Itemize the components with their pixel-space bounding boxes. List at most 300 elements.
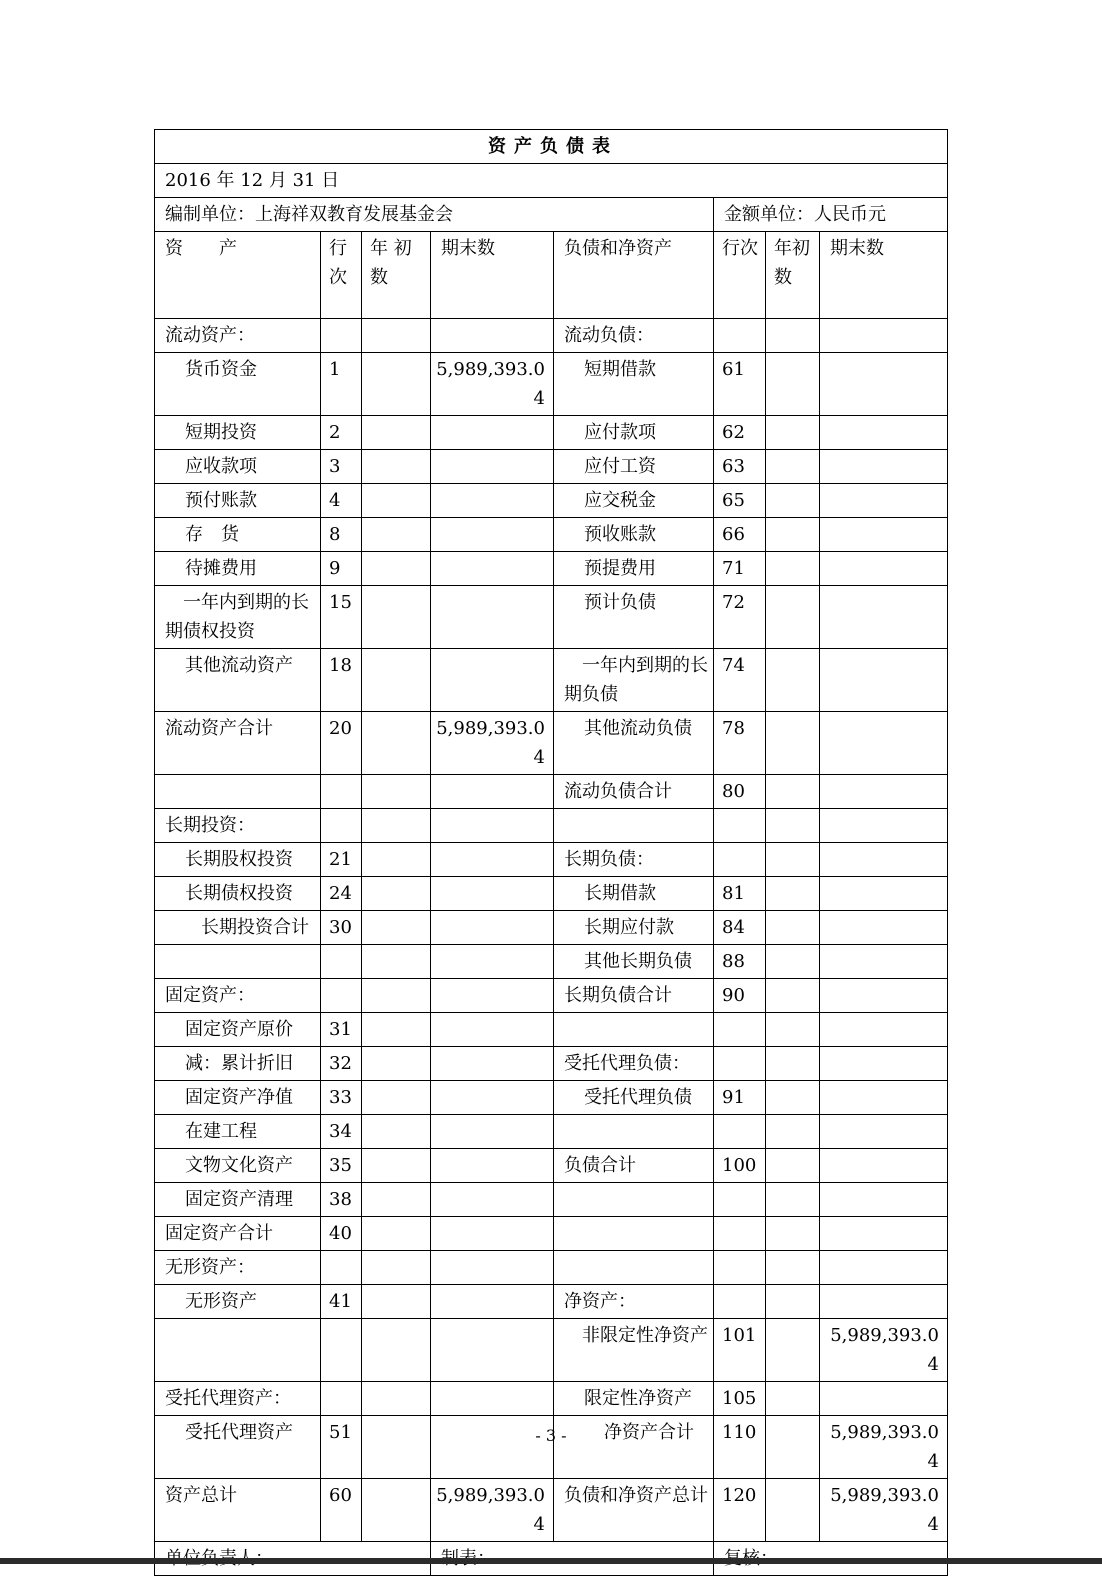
asset-end-value bbox=[431, 552, 554, 586]
table-row bbox=[155, 775, 948, 809]
liability-line-no bbox=[714, 1047, 766, 1081]
asset-item bbox=[155, 649, 321, 712]
liability-end-value bbox=[820, 877, 948, 911]
asset-item-text: 短期投资 bbox=[185, 422, 257, 443]
liability-line-no: 81 bbox=[714, 877, 766, 911]
liability-line-no: 74 bbox=[714, 649, 766, 712]
asset-begin-value bbox=[362, 911, 431, 945]
liability-line-no bbox=[714, 319, 766, 353]
asset-line-no: 41 bbox=[321, 1285, 362, 1319]
liability-item bbox=[554, 1416, 714, 1479]
table-row bbox=[155, 586, 948, 649]
page-number: - 3 - bbox=[535, 1426, 567, 1445]
liability-item-text: 净资产合计 bbox=[604, 1422, 694, 1443]
liability-item-text: 预提费用 bbox=[584, 558, 656, 579]
liability-begin-value bbox=[766, 1285, 820, 1319]
asset-line-no: 3 bbox=[321, 450, 362, 484]
asset-line-no: 9 bbox=[321, 552, 362, 586]
asset-begin-value bbox=[362, 712, 431, 775]
asset-end-value bbox=[431, 1285, 554, 1319]
asset-item: 流动资产： bbox=[155, 319, 321, 353]
liability-begin-value bbox=[766, 911, 820, 945]
asset-item: 无形资产： bbox=[155, 1251, 321, 1285]
liability-line-no bbox=[714, 1115, 766, 1149]
asset-begin-value bbox=[362, 945, 431, 979]
asset-begin-value bbox=[362, 586, 431, 649]
liability-line-no: 78 bbox=[714, 712, 766, 775]
liability-line-no: 80 bbox=[714, 775, 766, 809]
liability-item bbox=[554, 484, 714, 518]
asset-item-text: 预付账款 bbox=[185, 490, 257, 511]
asset-begin-value bbox=[362, 552, 431, 586]
liability-begin-value bbox=[766, 319, 820, 353]
asset-item-text: 在建工程 bbox=[185, 1121, 257, 1142]
liability-item: 流动负债合计 bbox=[554, 775, 714, 809]
liability-item bbox=[554, 877, 714, 911]
liability-item-text: 长期借款 bbox=[584, 883, 656, 904]
asset-begin-value bbox=[362, 877, 431, 911]
title-row bbox=[155, 130, 948, 164]
liability-begin-value bbox=[766, 1251, 820, 1285]
liability-begin-value bbox=[766, 1081, 820, 1115]
liability-begin-value bbox=[766, 1382, 820, 1416]
report-date: 2016 年 12 月 31 日 bbox=[155, 164, 948, 198]
asset-item-text: 受托代理资产 bbox=[185, 1422, 293, 1443]
liability-line-no: 120 bbox=[714, 1479, 766, 1542]
liability-end-value bbox=[820, 552, 948, 586]
asset-item bbox=[155, 775, 321, 809]
liability-item-text: 其他流动负债 bbox=[584, 718, 692, 739]
asset-end-value bbox=[431, 979, 554, 1013]
asset-begin-value bbox=[362, 1047, 431, 1081]
asset-item bbox=[155, 1081, 321, 1115]
liability-item bbox=[554, 450, 714, 484]
header-end-left: 期末数 bbox=[431, 232, 554, 319]
asset-item bbox=[155, 843, 321, 877]
currency-unit: 金额单位：人民币元 bbox=[714, 198, 948, 232]
liability-item-text: 长期应付款 bbox=[584, 917, 674, 938]
asset-begin-value bbox=[362, 484, 431, 518]
asset-end-value: 5,989,393.04 bbox=[431, 353, 554, 416]
liability-line-no: 71 bbox=[714, 552, 766, 586]
asset-item: 固定资产合计 bbox=[155, 1217, 321, 1251]
asset-line-no bbox=[321, 809, 362, 843]
asset-begin-value bbox=[362, 1081, 431, 1115]
liability-item: 长期负债合计 bbox=[554, 979, 714, 1013]
liability-end-value bbox=[820, 843, 948, 877]
asset-item-text: 减：累计折旧 bbox=[185, 1053, 293, 1074]
asset-begin-value bbox=[362, 450, 431, 484]
liability-begin-value bbox=[766, 1479, 820, 1542]
asset-line-no bbox=[321, 1382, 362, 1416]
balance-sheet-table bbox=[154, 129, 948, 1576]
table-row bbox=[155, 1013, 948, 1047]
date-row bbox=[155, 164, 948, 198]
liability-begin-value bbox=[766, 1013, 820, 1047]
asset-begin-value bbox=[362, 649, 431, 712]
liability-begin-value bbox=[766, 843, 820, 877]
liability-begin-value bbox=[766, 1149, 820, 1183]
liability-item bbox=[554, 1081, 714, 1115]
liability-line-no: 84 bbox=[714, 911, 766, 945]
asset-begin-value bbox=[362, 1013, 431, 1047]
liability-begin-value bbox=[766, 775, 820, 809]
liability-item bbox=[554, 416, 714, 450]
asset-end-value bbox=[431, 1416, 554, 1479]
table-row bbox=[155, 1081, 948, 1115]
asset-line-no: 20 bbox=[321, 712, 362, 775]
asset-begin-value bbox=[362, 1149, 431, 1183]
liability-item: 流动负债： bbox=[554, 319, 714, 353]
liability-end-value bbox=[820, 1382, 948, 1416]
asset-item bbox=[155, 1183, 321, 1217]
liability-line-no: 62 bbox=[714, 416, 766, 450]
liability-begin-value bbox=[766, 518, 820, 552]
asset-end-value bbox=[431, 877, 554, 911]
table-row bbox=[155, 809, 948, 843]
asset-begin-value bbox=[362, 1217, 431, 1251]
liability-item-text: 其他长期负债 bbox=[584, 951, 692, 972]
liability-end-value bbox=[820, 712, 948, 775]
asset-item-text: 待摊费用 bbox=[185, 558, 257, 579]
org-row bbox=[155, 198, 948, 232]
liability-begin-value bbox=[766, 1217, 820, 1251]
asset-end-value bbox=[431, 649, 554, 712]
asset-end-value bbox=[431, 1081, 554, 1115]
table-row bbox=[155, 319, 948, 353]
liability-end-value bbox=[820, 945, 948, 979]
asset-item: 固定资产： bbox=[155, 979, 321, 1013]
liability-item bbox=[554, 1382, 714, 1416]
liability-line-no: 101 bbox=[714, 1319, 766, 1382]
asset-line-no: 33 bbox=[321, 1081, 362, 1115]
asset-end-value bbox=[431, 1149, 554, 1183]
header-liability: 负债和净资产 bbox=[554, 232, 714, 319]
liability-begin-value bbox=[766, 1416, 820, 1479]
asset-item: 流动资产合计 bbox=[155, 712, 321, 775]
asset-line-no: 32 bbox=[321, 1047, 362, 1081]
asset-begin-value bbox=[362, 843, 431, 877]
liability-item: 非限定性净资产 bbox=[554, 1319, 714, 1382]
table-row bbox=[155, 1416, 948, 1479]
org-name: 编制单位：上海祥双教育发展基金会 bbox=[155, 198, 714, 232]
liability-begin-value bbox=[766, 484, 820, 518]
asset-begin-value bbox=[362, 775, 431, 809]
liability-line-no: 90 bbox=[714, 979, 766, 1013]
asset-end-value bbox=[431, 843, 554, 877]
liability-item-text: 应付工资 bbox=[584, 456, 656, 477]
asset-begin-value bbox=[362, 1251, 431, 1285]
liability-begin-value bbox=[766, 552, 820, 586]
liability-item: 受托代理负债： bbox=[554, 1047, 714, 1081]
liability-line-no bbox=[714, 1217, 766, 1251]
liability-item-text: 预计负债 bbox=[584, 592, 656, 613]
asset-line-no bbox=[321, 775, 362, 809]
liability-line-no bbox=[714, 1183, 766, 1217]
asset-item: 受托代理资产： bbox=[155, 1382, 321, 1416]
liability-end-value bbox=[820, 1217, 948, 1251]
asset-end-value bbox=[431, 319, 554, 353]
asset-line-no: 15 bbox=[321, 586, 362, 649]
asset-item-text: 应收款项 bbox=[185, 456, 257, 477]
asset-item bbox=[155, 877, 321, 911]
liability-end-value bbox=[820, 1251, 948, 1285]
liability-end-value bbox=[820, 450, 948, 484]
asset-begin-value bbox=[362, 1183, 431, 1217]
asset-begin-value bbox=[362, 979, 431, 1013]
asset-line-no: 24 bbox=[321, 877, 362, 911]
liability-item bbox=[554, 1251, 714, 1285]
asset-item-text: 固定资产净值 bbox=[185, 1087, 293, 1108]
asset-end-value bbox=[431, 911, 554, 945]
liability-begin-value bbox=[766, 877, 820, 911]
liability-item-text: 受托代理负债 bbox=[584, 1087, 692, 1108]
asset-item bbox=[155, 1319, 321, 1382]
liability-begin-value bbox=[766, 353, 820, 416]
liability-item-text: 限定性净资产 bbox=[584, 1388, 692, 1409]
asset-end-value bbox=[431, 1319, 554, 1382]
table-row bbox=[155, 945, 948, 979]
asset-begin-value bbox=[362, 1285, 431, 1319]
asset-item-text: 长期债权投资 bbox=[185, 883, 293, 904]
asset-item bbox=[155, 450, 321, 484]
liability-item bbox=[554, 586, 714, 649]
asset-item-text: 长期股权投资 bbox=[185, 849, 293, 870]
asset-item-text: 存 货 bbox=[185, 524, 239, 545]
liability-end-value bbox=[820, 518, 948, 552]
liability-item bbox=[554, 809, 714, 843]
liability-line-no: 91 bbox=[714, 1081, 766, 1115]
asset-end-value bbox=[431, 586, 554, 649]
liability-line-no: 88 bbox=[714, 945, 766, 979]
table-row bbox=[155, 1047, 948, 1081]
liability-line-no: 110 bbox=[714, 1416, 766, 1479]
asset-line-no bbox=[321, 1319, 362, 1382]
liability-begin-value bbox=[766, 649, 820, 712]
liability-item bbox=[554, 518, 714, 552]
table-row bbox=[155, 1183, 948, 1217]
table-row bbox=[155, 712, 948, 775]
asset-begin-value bbox=[362, 319, 431, 353]
liability-item: 一年内到期的长期负债 bbox=[554, 649, 714, 712]
asset-line-no: 51 bbox=[321, 1416, 362, 1479]
liability-line-no: 66 bbox=[714, 518, 766, 552]
asset-line-no: 30 bbox=[321, 911, 362, 945]
asset-line-no: 18 bbox=[321, 649, 362, 712]
asset-end-value bbox=[431, 1183, 554, 1217]
asset-begin-value bbox=[362, 1479, 431, 1542]
liability-begin-value bbox=[766, 1047, 820, 1081]
asset-begin-value bbox=[362, 416, 431, 450]
asset-line-no bbox=[321, 945, 362, 979]
liability-item bbox=[554, 712, 714, 775]
asset-item-text: 固定资产清理 bbox=[185, 1189, 293, 1210]
liability-line-no: 63 bbox=[714, 450, 766, 484]
table-row bbox=[155, 552, 948, 586]
asset-end-value bbox=[431, 1382, 554, 1416]
table-row bbox=[155, 1285, 948, 1319]
asset-begin-value bbox=[362, 1319, 431, 1382]
asset-line-no bbox=[321, 979, 362, 1013]
liability-begin-value bbox=[766, 945, 820, 979]
table-row bbox=[155, 1217, 948, 1251]
asset-line-no: 34 bbox=[321, 1115, 362, 1149]
asset-item: 长期投资合计 bbox=[155, 911, 321, 945]
table-row bbox=[155, 843, 948, 877]
liability-begin-value bbox=[766, 809, 820, 843]
liability-line-no bbox=[714, 1251, 766, 1285]
liability-line-no bbox=[714, 809, 766, 843]
asset-item: 一年内到期的长期债权投资 bbox=[155, 586, 321, 649]
liability-item bbox=[554, 1217, 714, 1251]
asset-end-value bbox=[431, 450, 554, 484]
liability-end-value: 5,989,393.04 bbox=[820, 1416, 948, 1479]
asset-end-value bbox=[431, 518, 554, 552]
liability-end-value bbox=[820, 484, 948, 518]
liability-end-value bbox=[820, 1047, 948, 1081]
liability-begin-value bbox=[766, 416, 820, 450]
liability-item: 负债合计 bbox=[554, 1149, 714, 1183]
asset-line-no: 31 bbox=[321, 1013, 362, 1047]
table-row bbox=[155, 649, 948, 712]
bottom-border-bar bbox=[0, 1558, 1102, 1564]
liability-item bbox=[554, 1115, 714, 1149]
liability-end-value bbox=[820, 1183, 948, 1217]
table-row bbox=[155, 1251, 948, 1285]
table-row bbox=[155, 1479, 948, 1542]
asset-begin-value bbox=[362, 1416, 431, 1479]
header-end-right: 期末数 bbox=[820, 232, 948, 319]
asset-item bbox=[155, 552, 321, 586]
liability-line-no: 105 bbox=[714, 1382, 766, 1416]
asset-item-text: 固定资产原价 bbox=[185, 1019, 293, 1040]
liability-end-value bbox=[820, 1285, 948, 1319]
table-row bbox=[155, 450, 948, 484]
asset-end-value: 5,989,393.04 bbox=[431, 712, 554, 775]
asset-end-value: 5,989,393.04 bbox=[431, 1479, 554, 1542]
asset-item bbox=[155, 1416, 321, 1479]
asset-end-value bbox=[431, 809, 554, 843]
table-row bbox=[155, 877, 948, 911]
header-asset: 资 产 bbox=[155, 232, 321, 319]
asset-begin-value bbox=[362, 353, 431, 416]
asset-item bbox=[155, 353, 321, 416]
liability-line-no: 100 bbox=[714, 1149, 766, 1183]
asset-end-value bbox=[431, 1047, 554, 1081]
liability-line-no: 72 bbox=[714, 586, 766, 649]
asset-item bbox=[155, 1115, 321, 1149]
liability-item bbox=[554, 1013, 714, 1047]
liability-item-text: 应交税金 bbox=[584, 490, 656, 511]
asset-end-value bbox=[431, 1115, 554, 1149]
liability-end-value bbox=[820, 416, 948, 450]
liability-begin-value bbox=[766, 586, 820, 649]
asset-line-no: 2 bbox=[321, 416, 362, 450]
asset-begin-value bbox=[362, 518, 431, 552]
header-row bbox=[155, 232, 948, 319]
liability-end-value bbox=[820, 1081, 948, 1115]
liability-item-text: 短期借款 bbox=[584, 359, 656, 380]
liability-begin-value bbox=[766, 979, 820, 1013]
table-row bbox=[155, 484, 948, 518]
liability-item: 长期负债： bbox=[554, 843, 714, 877]
header-begin-right: 年初数 bbox=[766, 232, 820, 319]
liability-begin-value bbox=[766, 1319, 820, 1382]
asset-item bbox=[155, 945, 321, 979]
table-title: 资产负债表 bbox=[155, 130, 948, 164]
liability-end-value bbox=[820, 979, 948, 1013]
asset-line-no: 60 bbox=[321, 1479, 362, 1542]
asset-line-no: 38 bbox=[321, 1183, 362, 1217]
asset-begin-value bbox=[362, 1115, 431, 1149]
asset-end-value bbox=[431, 775, 554, 809]
header-line-right: 行次 bbox=[714, 232, 766, 319]
asset-item: 长期投资： bbox=[155, 809, 321, 843]
asset-item-text: 无形资产 bbox=[185, 1291, 257, 1312]
table-row bbox=[155, 911, 948, 945]
asset-line-no: 35 bbox=[321, 1149, 362, 1183]
asset-item bbox=[155, 1013, 321, 1047]
asset-item bbox=[155, 1149, 321, 1183]
liability-item-text: 预收账款 bbox=[584, 524, 656, 545]
asset-line-no: 4 bbox=[321, 484, 362, 518]
asset-end-value bbox=[431, 1013, 554, 1047]
table-row bbox=[155, 1382, 948, 1416]
liability-line-no: 61 bbox=[714, 353, 766, 416]
liability-end-value: 5,989,393.04 bbox=[820, 1479, 948, 1542]
liability-item: 负债和净资产总计 bbox=[554, 1479, 714, 1542]
liability-line-no bbox=[714, 1285, 766, 1319]
liability-line-no bbox=[714, 843, 766, 877]
asset-begin-value bbox=[362, 1382, 431, 1416]
asset-begin-value bbox=[362, 809, 431, 843]
table-row bbox=[155, 1115, 948, 1149]
balance-sheet bbox=[154, 129, 947, 1576]
liability-item bbox=[554, 552, 714, 586]
liability-item bbox=[554, 353, 714, 416]
table-row bbox=[155, 518, 948, 552]
liability-item: 净资产： bbox=[554, 1285, 714, 1319]
table-row bbox=[155, 1319, 948, 1382]
asset-item bbox=[155, 1285, 321, 1319]
liability-begin-value bbox=[766, 1183, 820, 1217]
asset-item bbox=[155, 416, 321, 450]
asset-item-text: 货币资金 bbox=[185, 359, 257, 380]
liability-end-value bbox=[820, 775, 948, 809]
liability-line-no: 65 bbox=[714, 484, 766, 518]
asset-item bbox=[155, 1047, 321, 1081]
liability-item bbox=[554, 1183, 714, 1217]
liability-line-no bbox=[714, 1013, 766, 1047]
liability-begin-value bbox=[766, 712, 820, 775]
liability-end-value bbox=[820, 911, 948, 945]
header-begin-left: 年 初 数 bbox=[362, 232, 431, 319]
liability-end-value bbox=[820, 1013, 948, 1047]
asset-item-text: 文物文化资产 bbox=[185, 1155, 293, 1176]
asset-line-no: 8 bbox=[321, 518, 362, 552]
asset-item-text: 其他流动资产 bbox=[185, 655, 293, 676]
asset-end-value bbox=[431, 945, 554, 979]
asset-end-value bbox=[431, 484, 554, 518]
liability-item bbox=[554, 945, 714, 979]
table-row bbox=[155, 416, 948, 450]
header-line-left: 行次 bbox=[321, 232, 362, 319]
table-row bbox=[155, 979, 948, 1013]
asset-item bbox=[155, 484, 321, 518]
asset-line-no: 40 bbox=[321, 1217, 362, 1251]
asset-end-value bbox=[431, 416, 554, 450]
asset-line-no bbox=[321, 319, 362, 353]
